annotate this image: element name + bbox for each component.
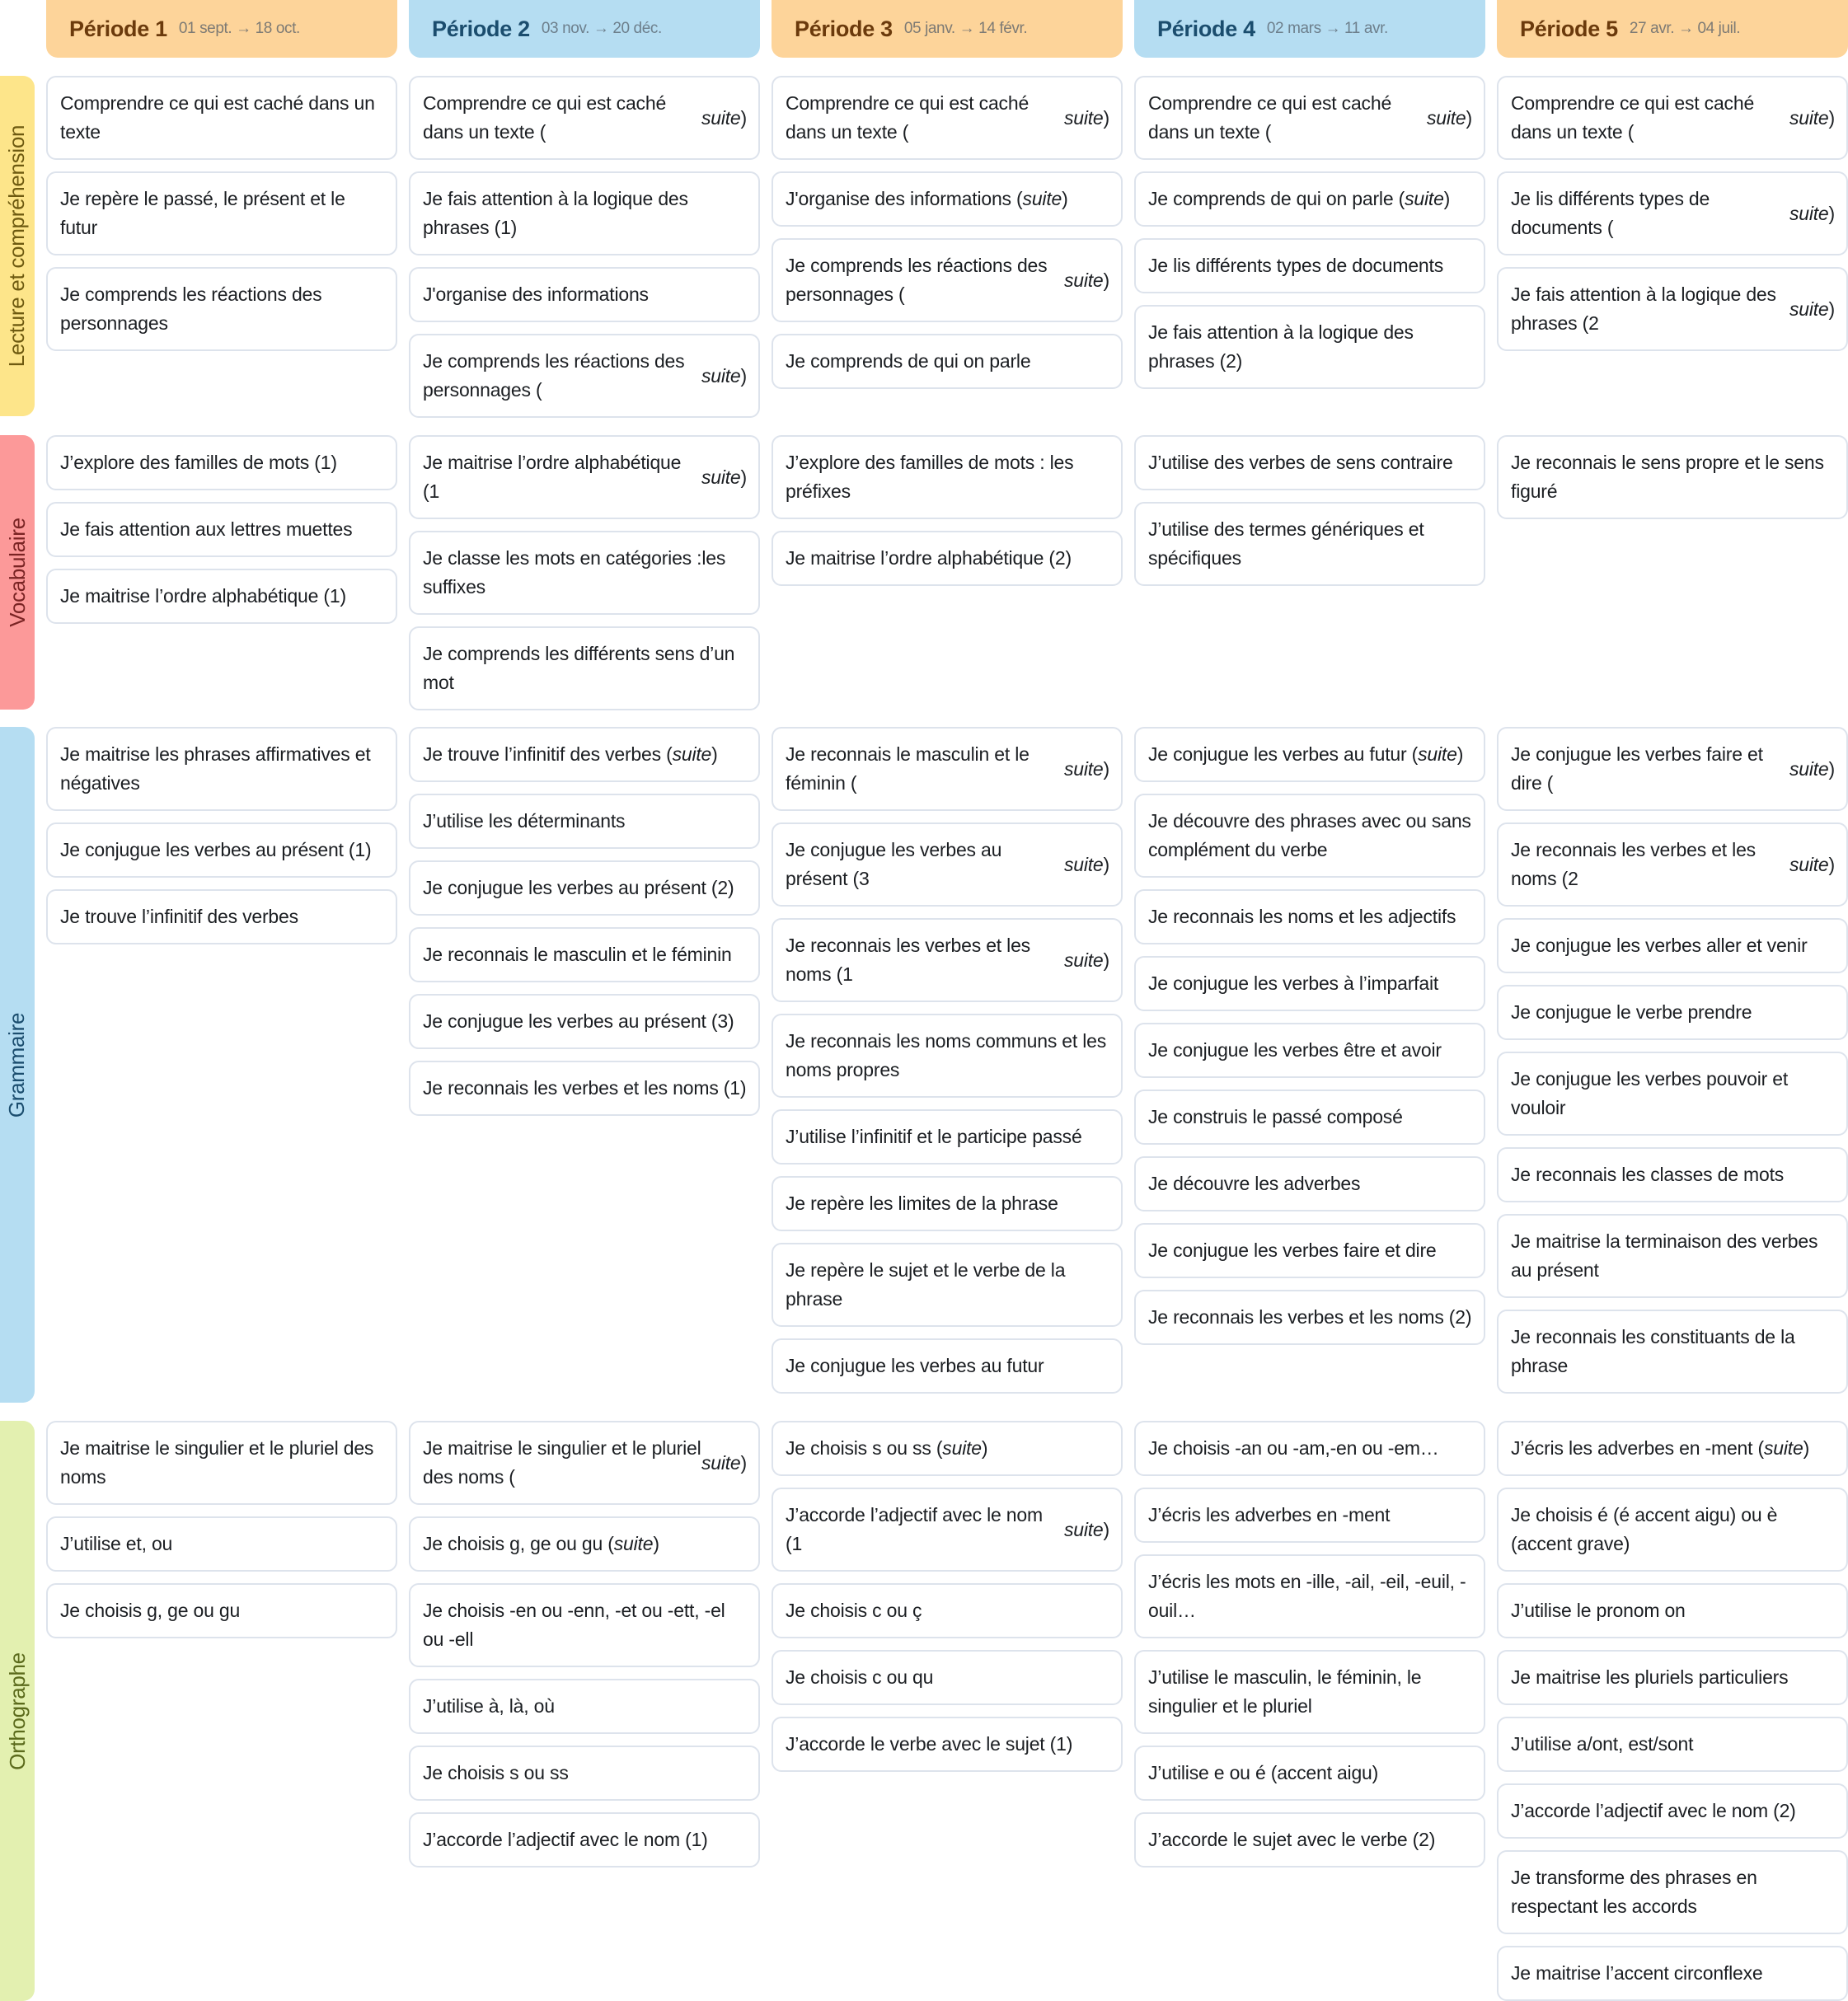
skill-card[interactable]: Je fais attention aux lettres muettes xyxy=(46,502,397,557)
skill-card[interactable]: Je reconnais les verbes et les noms (2 suite ) xyxy=(1497,822,1848,907)
period-column-4 xyxy=(1134,1421,1485,2001)
section-columns xyxy=(46,1421,1848,2001)
skill-card[interactable]: Je reconnais les noms communs et les noms propres xyxy=(772,1014,1123,1098)
section-label xyxy=(0,727,35,1403)
skill-card[interactable]: Je choisis s ou ss ( suite ) xyxy=(772,1421,1123,1476)
skill-card[interactable]: Je reconnais les verbes et les noms (1 suite ) xyxy=(772,918,1123,1002)
skill-card[interactable]: Je conjugue les verbes au futur xyxy=(772,1338,1123,1394)
period-2-header xyxy=(409,0,760,58)
period-title: Période 2 xyxy=(432,16,530,41)
skill-card[interactable]: Je conjugue les verbes aller et venir xyxy=(1497,918,1848,973)
skill-card[interactable]: Je construis le passé composé xyxy=(1134,1090,1485,1145)
skill-card[interactable]: J’écris les adverbes en -ment xyxy=(1134,1488,1485,1543)
skill-card[interactable]: Je maitrise le singulier et le pluriel des noms xyxy=(46,1421,397,1505)
skill-card[interactable]: Je choisis -an ou -am,-en ou -em… xyxy=(1134,1421,1485,1476)
period-dates: 03 nov. → 20 déc. xyxy=(541,20,662,37)
skill-card[interactable]: Je fais attention à la logique des phrases (2) xyxy=(1134,305,1485,389)
skill-card[interactable]: Je comprends les réactions des personnages ( suite ) xyxy=(772,238,1123,322)
period-dates: 01 sept. → 18 oct. xyxy=(178,20,300,37)
section-label xyxy=(0,435,35,710)
period-column-2 xyxy=(409,727,760,1394)
period-column-3 xyxy=(772,435,1123,710)
skill-card[interactable]: Je maitrise l’accent circonflexe xyxy=(1497,1946,1848,2001)
skill-card[interactable]: Je lis différents types de documents xyxy=(1134,238,1485,293)
section-label xyxy=(0,1421,35,2001)
skill-card[interactable]: Je choisis s ou ss xyxy=(409,1746,760,1801)
skill-card[interactable]: Comprendre ce qui est caché dans un texte ( suite ) xyxy=(409,76,760,160)
skill-card[interactable]: Je conjugue les verbes au futur ( suite ) xyxy=(1134,727,1485,782)
skill-card[interactable]: Je choisis c ou qu xyxy=(772,1650,1123,1705)
skill-card[interactable]: Je découvre des phrases avec ou sans complément du verbe xyxy=(1134,794,1485,878)
skill-card[interactable]: Je découvre les adverbes xyxy=(1134,1156,1485,1211)
skill-card[interactable]: Je conjugue les verbes pouvoir et vouloir xyxy=(1497,1052,1848,1136)
period-column-2 xyxy=(409,1421,760,2001)
skill-card[interactable]: Je reconnais le masculin et le féminin xyxy=(409,927,760,982)
skill-card[interactable]: Je comprends de qui on parle ( suite ) xyxy=(1134,171,1485,227)
period-column-1 xyxy=(46,1421,397,2001)
skill-card[interactable]: J’accorde l’adjectif avec le nom (1 suite ) xyxy=(772,1488,1123,1572)
skill-card[interactable]: Je comprends les réactions des personnages xyxy=(46,267,397,351)
section-orthographe xyxy=(0,1421,1848,2001)
skill-card[interactable]: J’accorde l’adjectif avec le nom (2) xyxy=(1497,1783,1848,1839)
skill-card[interactable]: J'organise des informations xyxy=(409,267,760,322)
skill-card[interactable]: Je maitrise le singulier et le pluriel des noms ( suite ) xyxy=(409,1421,760,1505)
skill-card[interactable]: J’accorde le verbe avec le sujet (1) xyxy=(772,1717,1123,1772)
skill-card[interactable]: Je maitrise l’ordre alphabétique (1 suite ) xyxy=(409,435,760,519)
skill-card[interactable]: Je trouve l’infinitif des verbes xyxy=(46,889,397,944)
section-label-text: Grammaire xyxy=(4,1012,30,1118)
period-column-3 xyxy=(772,76,1123,418)
skill-card[interactable]: J’accorde l’adjectif avec le nom (1) xyxy=(409,1812,760,1867)
period-column-5 xyxy=(1497,435,1848,710)
period-title: Période 4 xyxy=(1157,16,1255,41)
skill-card[interactable]: Je maitrise les pluriels particuliers xyxy=(1497,1650,1848,1705)
skill-card[interactable]: Je maitrise l’ordre alphabétique (1) xyxy=(46,569,397,624)
period-dates: 05 janv. → 14 févr. xyxy=(903,20,1028,37)
skill-card[interactable]: J’utilise l’infinitif et le participe passé xyxy=(772,1109,1123,1165)
skill-card[interactable]: J’explore des familles de mots : les préfixes xyxy=(772,435,1123,519)
section-label-text: Lecture et compréhension xyxy=(4,124,30,368)
period-column-2 xyxy=(409,76,760,418)
section-columns xyxy=(46,727,1848,1394)
period-column-1 xyxy=(46,76,397,418)
skill-card[interactable]: Je comprends les différents sens d’un mot xyxy=(409,626,760,710)
skill-card[interactable]: Je reconnais les verbes et les noms (2) xyxy=(1134,1290,1485,1345)
period-column-5 xyxy=(1497,727,1848,1394)
skill-card[interactable]: Je repère le passé, le présent et le futur xyxy=(46,171,397,255)
skill-card[interactable]: J’écris les mots en -ille, -ail, -eil, -euil, -ouil… xyxy=(1134,1554,1485,1638)
period-column-3 xyxy=(772,1421,1123,2001)
skill-card[interactable]: Je repère le sujet et le verbe de la phrase xyxy=(772,1243,1123,1327)
period-column-4 xyxy=(1134,727,1485,1394)
skill-card[interactable]: Je conjugue les verbes faire et dire ( suite ) xyxy=(1497,727,1848,811)
skill-card[interactable]: J’utilise e ou é (accent aigu) xyxy=(1134,1746,1485,1801)
skill-card[interactable]: Je lis différents types de documents ( suite ) xyxy=(1497,171,1848,255)
skill-card[interactable]: Je choisis g, ge ou gu ( suite ) xyxy=(409,1516,760,1572)
skill-card[interactable]: J'organise des informations ( suite ) xyxy=(772,171,1123,227)
skill-card[interactable]: Je reconnais les classes de mots xyxy=(1497,1147,1848,1202)
skill-card[interactable]: Comprendre ce qui est caché dans un texte xyxy=(46,76,397,160)
section-label-text: Orthographe xyxy=(4,1652,30,1770)
skill-card[interactable]: Je maitrise les phrases affirmatives et négatives xyxy=(46,727,397,811)
period-1-header xyxy=(46,0,397,58)
period-column-2 xyxy=(409,435,760,710)
skill-card[interactable]: Je maitrise l’ordre alphabétique (2) xyxy=(772,531,1123,586)
skill-card[interactable]: Je conjugue les verbes au présent (2) xyxy=(409,860,760,916)
period-header-row xyxy=(46,0,1848,58)
skill-card[interactable]: Je conjugue les verbes au présent (3 suite ) xyxy=(772,822,1123,907)
period-column-4 xyxy=(1134,76,1485,418)
skill-card[interactable]: Je classe les mots en catégories :les suffixes xyxy=(409,531,760,615)
skill-card[interactable]: Je conjugue les verbes à l’imparfait xyxy=(1134,956,1485,1011)
skill-card[interactable]: Comprendre ce qui est caché dans un texte ( suite ) xyxy=(772,76,1123,160)
skill-card[interactable]: Je reconnais les verbes et les noms (1) xyxy=(409,1061,760,1116)
section-label xyxy=(0,76,35,416)
skill-card[interactable]: Je choisis c ou ç xyxy=(772,1583,1123,1638)
period-title: Période 5 xyxy=(1520,16,1618,41)
skill-card[interactable]: Je reconnais le masculin et le féminin ( suite ) xyxy=(772,727,1123,811)
section-columns xyxy=(46,76,1848,418)
skill-card[interactable]: J’utilise les déterminants xyxy=(409,794,760,849)
skill-card[interactable]: J’utilise et, ou xyxy=(46,1516,397,1572)
skill-card[interactable]: Je reconnais les noms et les adjectifs xyxy=(1134,889,1485,944)
skill-card[interactable]: Je conjugue les verbes au présent (1) xyxy=(46,822,397,878)
section-grammaire xyxy=(0,727,1848,1403)
period-column-4 xyxy=(1134,435,1485,710)
period-column-1 xyxy=(46,727,397,1394)
skill-card[interactable]: J’utilise a/ont, est/sont xyxy=(1497,1717,1848,1772)
skill-card[interactable]: Je conjugue les verbes être et avoir xyxy=(1134,1023,1485,1078)
skill-card[interactable]: Je comprends de qui on parle xyxy=(772,334,1123,389)
skill-card[interactable]: J’écris les adverbes en -ment ( suite ) xyxy=(1497,1421,1848,1476)
period-dates: 02 mars → 11 avr. xyxy=(1266,20,1388,37)
section-label-text: Vocabulaire xyxy=(4,518,30,627)
skill-card[interactable]: Je conjugue les verbes faire et dire xyxy=(1134,1223,1485,1278)
skill-card[interactable]: Je reconnais les constituants de la phrase xyxy=(1497,1310,1848,1394)
section-columns xyxy=(46,435,1848,710)
skill-card[interactable]: Je transforme des phrases en respectant les accords xyxy=(1497,1850,1848,1934)
skill-card[interactable]: Je fais attention à la logique des phrases (1) xyxy=(409,171,760,255)
period-4-header xyxy=(1134,0,1485,58)
period-column-5 xyxy=(1497,1421,1848,2001)
skill-card[interactable]: Je choisis g, ge ou gu xyxy=(46,1583,397,1638)
period-title: Période 1 xyxy=(69,16,167,41)
skill-card[interactable]: J’accorde le sujet avec le verbe (2) xyxy=(1134,1812,1485,1867)
skill-card[interactable]: J’utilise des termes génériques et spécifiques xyxy=(1134,502,1485,586)
period-title: Période 3 xyxy=(795,16,893,41)
period-dates: 27 avr. → 04 juil. xyxy=(1629,20,1741,37)
skill-card[interactable]: Je choisis é (é accent aigu) ou è (accent grave) xyxy=(1497,1488,1848,1572)
section-vocabulaire xyxy=(0,435,1848,710)
skill-card[interactable]: Je trouve l’infinitif des verbes ( suite ) xyxy=(409,727,760,782)
skill-card[interactable]: Comprendre ce qui est caché dans un texte ( suite ) xyxy=(1497,76,1848,160)
period-column-5 xyxy=(1497,76,1848,418)
skill-card[interactable]: Je fais attention à la logique des phrases (2 suite ) xyxy=(1497,267,1848,351)
skill-card[interactable]: Je maitrise la terminaison des verbes au présent xyxy=(1497,1214,1848,1298)
section-lecture xyxy=(0,76,1848,416)
skill-card[interactable]: Je reconnais le sens propre et le sens figuré xyxy=(1497,435,1848,519)
period-column-3 xyxy=(772,727,1123,1394)
skill-card[interactable]: Je conjugue le verbe prendre xyxy=(1497,985,1848,1040)
skill-card[interactable]: Je comprends les réactions des personnages ( suite ) xyxy=(409,334,760,418)
skill-card[interactable]: J’explore des familles de mots (1) xyxy=(46,435,397,490)
period-3-header xyxy=(772,0,1123,58)
skill-card[interactable]: Je choisis -en ou -enn, -et ou -ett, -el ou -ell xyxy=(409,1583,760,1667)
skill-card[interactable]: J’utilise le masculin, le féminin, le singulier et le pluriel xyxy=(1134,1650,1485,1734)
skill-card[interactable]: Je repère les limites de la phrase xyxy=(772,1176,1123,1231)
skill-card[interactable]: J’utilise des verbes de sens contraire xyxy=(1134,435,1485,490)
period-5-header xyxy=(1497,0,1848,58)
skill-card[interactable]: J’utilise le pronom on xyxy=(1497,1583,1848,1638)
skill-card[interactable]: Comprendre ce qui est caché dans un texte ( suite ) xyxy=(1134,76,1485,160)
period-column-1 xyxy=(46,435,397,710)
skill-card[interactable]: Je conjugue les verbes au présent (3) xyxy=(409,994,760,1049)
skill-card[interactable]: J’utilise à, là, où xyxy=(409,1679,760,1734)
